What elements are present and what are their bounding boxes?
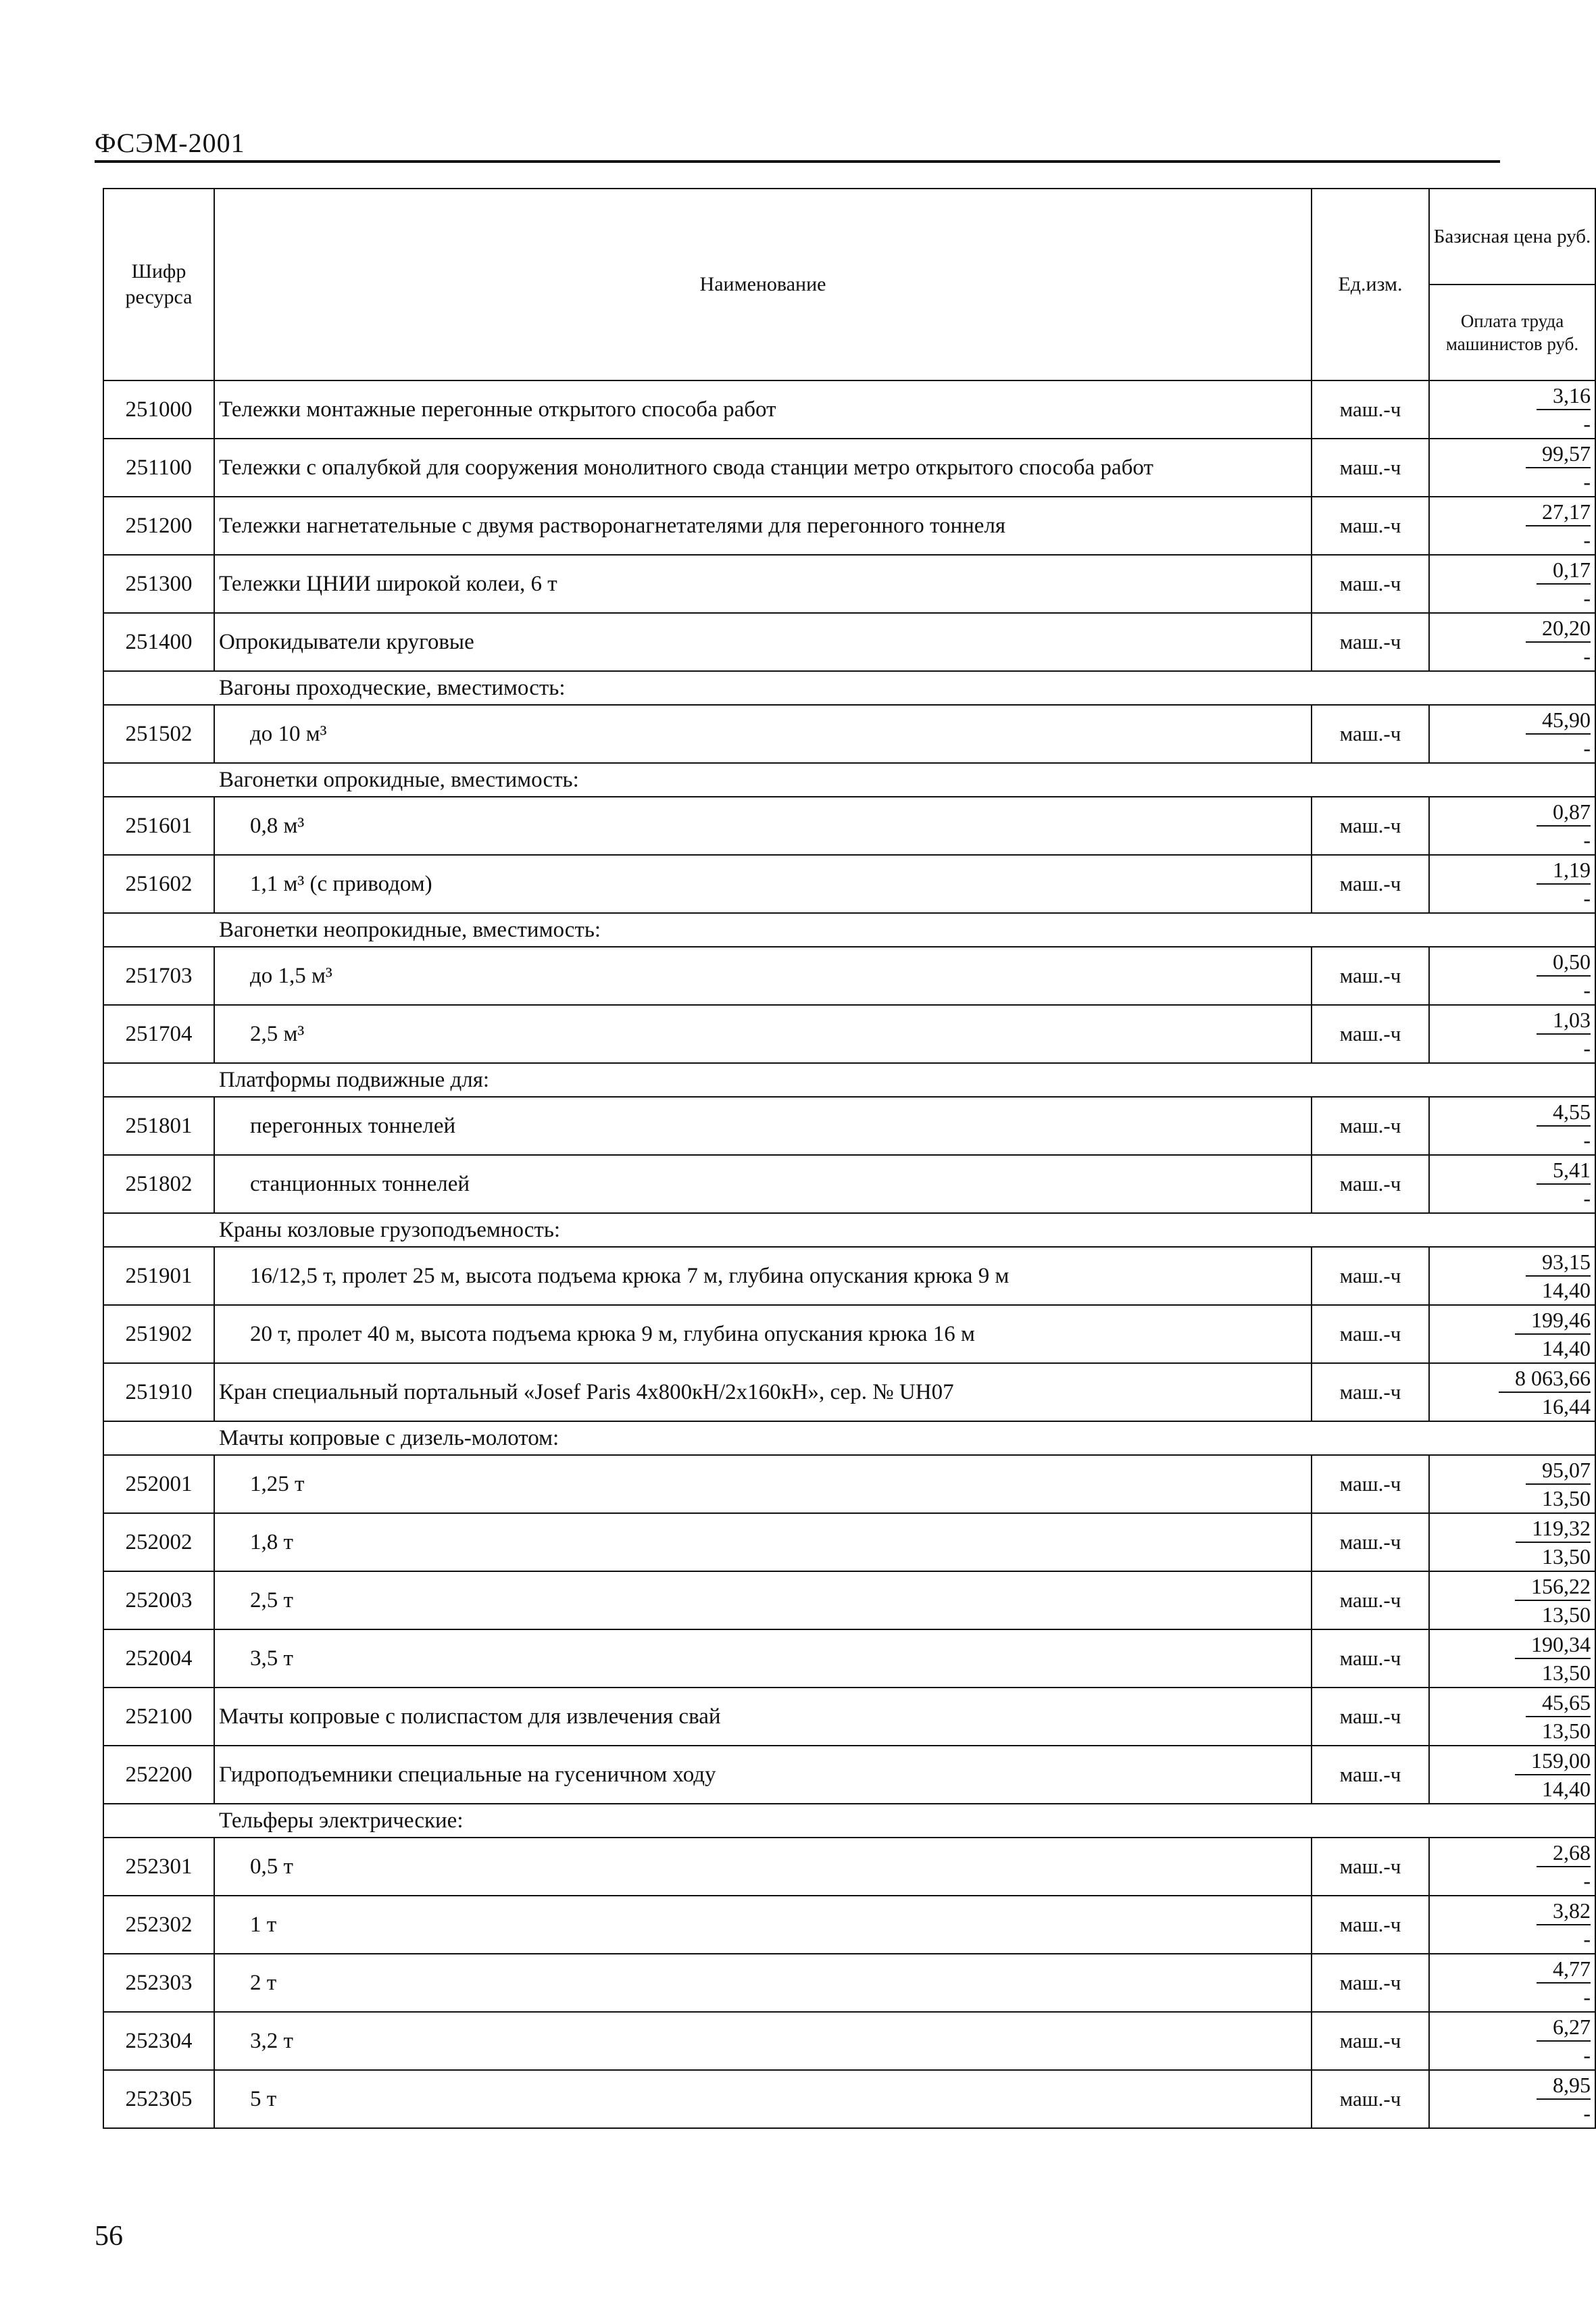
unit-of-measure: маш.-ч: [1312, 439, 1429, 497]
price-cell: [1429, 1305, 1595, 1363]
resource-name: Тележки с опалубкой для сооружения монолитного свода станции метро открытого способа работ: [214, 439, 1312, 497]
group-title: Краны козловые грузоподъемность:: [103, 1213, 1595, 1247]
price-cell: [1429, 855, 1595, 913]
labor-pay: -: [1583, 736, 1591, 760]
resource-name: 20 т, пролет 40 м, высота подъема крюка 9 м, глубина опускания крюка 16 м: [214, 1305, 1312, 1363]
base-price: 20,20: [1526, 614, 1591, 643]
resource-name: 2,5 т: [214, 1571, 1312, 1629]
group-title: Мачты копровые с дизель-молотом:: [103, 1421, 1595, 1455]
document-title: ФСЭМ-2001: [95, 128, 245, 158]
resource-name: 0,5 т: [214, 1838, 1312, 1896]
price-cell: [1429, 1097, 1595, 1155]
table-row: [103, 1896, 1595, 1954]
table-row: [103, 1363, 1595, 1421]
labor-pay: 16,44: [1542, 1394, 1591, 1419]
resource-table: [103, 188, 1596, 2129]
resource-name: 2 т: [214, 1954, 1312, 2012]
resource-name: 16/12,5 т, пролет 25 м, высота подъема крюка 7 м, глубина опускания крюка 9 м: [214, 1247, 1312, 1305]
resource-code: 252303: [103, 1954, 214, 2012]
table-row: [103, 1746, 1595, 1804]
unit-of-measure: маш.-ч: [1312, 497, 1429, 555]
base-price: 95,07: [1526, 1456, 1591, 1485]
labor-pay: 14,40: [1542, 1278, 1591, 1302]
labor-pay: 14,40: [1542, 1777, 1591, 1801]
resource-code: 252302: [103, 1896, 214, 1954]
table-row: [103, 1571, 1595, 1629]
column-header-code: Шифр ресурса: [103, 189, 214, 380]
labor-pay: -: [1583, 828, 1591, 852]
group-title: Платформы подвижные для:: [103, 1063, 1595, 1097]
resource-code: 251300: [103, 555, 214, 613]
resource-code: 252304: [103, 2012, 214, 2070]
labor-pay: -: [1583, 412, 1591, 436]
resource-code: 251704: [103, 1005, 214, 1063]
price-cell: [1429, 1455, 1595, 1513]
labor-pay: 13,50: [1542, 1660, 1591, 1685]
group-title: Вагонетки неопрокидные, вместимость:: [103, 913, 1595, 947]
table-row: [103, 555, 1595, 613]
resource-code: 251601: [103, 797, 214, 855]
column-header-unit: Ед.изм.: [1312, 189, 1429, 380]
resource-name: Кран специальный портальный «Josef Paris 4x800кН/2x160кН», сер. № UH07: [214, 1363, 1312, 1421]
unit-of-measure: маш.-ч: [1312, 1571, 1429, 1629]
group-header-row: [103, 1421, 1595, 1455]
table-row: [103, 1954, 1595, 2012]
group-header-row: [103, 763, 1595, 797]
unit-of-measure: маш.-ч: [1312, 2012, 1429, 2070]
table-row: [103, 613, 1595, 671]
base-price: 3,16: [1537, 382, 1591, 410]
base-price: 8 063,66: [1499, 1364, 1591, 1393]
resource-name: станционных тоннелей: [214, 1155, 1312, 1213]
unit-of-measure: маш.-ч: [1312, 1746, 1429, 1804]
price-cell: [1429, 1005, 1595, 1063]
unit-of-measure: маш.-ч: [1312, 705, 1429, 763]
unit-of-measure: маш.-ч: [1312, 2070, 1429, 2128]
resource-name: Гидроподъемники специальные на гусеничном ходу: [214, 1746, 1312, 1804]
price-cell: [1429, 1688, 1595, 1746]
labor-pay: -: [1583, 2101, 1591, 2125]
unit-of-measure: маш.-ч: [1312, 1838, 1429, 1896]
price-cell: [1429, 555, 1595, 613]
resource-name: 3,2 т: [214, 2012, 1312, 2070]
resource-name: 1,25 т: [214, 1455, 1312, 1513]
resource-name: Мачты копровые с полиспастом для извлечения свай: [214, 1688, 1312, 1746]
table-row: [103, 2012, 1595, 2070]
resource-code: 251100: [103, 439, 214, 497]
table-row: [103, 1247, 1595, 1305]
base-price: 27,17: [1526, 498, 1591, 526]
labor-pay: -: [1583, 1186, 1591, 1210]
base-price: 1,19: [1537, 856, 1591, 885]
base-price: 190,34: [1515, 1631, 1591, 1659]
unit-of-measure: маш.-ч: [1312, 1455, 1429, 1513]
resource-code: 251200: [103, 497, 214, 555]
resource-code: 251910: [103, 1363, 214, 1421]
table-row: [103, 705, 1595, 763]
base-price: 45,65: [1526, 1689, 1591, 1717]
price-cell: [1429, 1629, 1595, 1688]
price-cell: [1429, 1247, 1595, 1305]
resource-code: 252301: [103, 1838, 214, 1896]
resource-name: 2,5 м³: [214, 1005, 1312, 1063]
resource-code: 252004: [103, 1629, 214, 1688]
table-row: [103, 497, 1595, 555]
base-price: 0,50: [1537, 948, 1591, 977]
base-price: 93,15: [1526, 1248, 1591, 1277]
group-header-row: [103, 1063, 1595, 1097]
base-price: 4,77: [1537, 1955, 1591, 1984]
resource-name: Опрокидыватели круговые: [214, 613, 1312, 671]
base-price: 6,27: [1537, 2013, 1591, 2042]
unit-of-measure: маш.-ч: [1312, 1247, 1429, 1305]
unit-of-measure: маш.-ч: [1312, 1155, 1429, 1213]
base-price: 5,41: [1537, 1156, 1591, 1185]
table-row: [103, 439, 1595, 497]
labor-pay: 13,50: [1542, 1602, 1591, 1627]
base-price: 99,57: [1526, 440, 1591, 468]
price-cell: [1429, 2012, 1595, 2070]
resource-name: 1,8 т: [214, 1513, 1312, 1571]
resource-name: Тележки нагнетательные с двумя растворонагнетателями для перегонного тоннеля: [214, 497, 1312, 555]
unit-of-measure: маш.-ч: [1312, 1097, 1429, 1155]
resource-name: до 1,5 м³: [214, 947, 1312, 1005]
labor-pay: 13,50: [1542, 1719, 1591, 1743]
table-row: [103, 1455, 1595, 1513]
price-cell: [1429, 380, 1595, 439]
labor-pay: -: [1583, 644, 1591, 668]
table-row: [103, 1097, 1595, 1155]
table-row: [103, 1513, 1595, 1571]
resource-code: 252001: [103, 1455, 214, 1513]
resource-code: 251703: [103, 947, 214, 1005]
unit-of-measure: маш.-ч: [1312, 1688, 1429, 1746]
price-cell: [1429, 2070, 1595, 2128]
unit-of-measure: маш.-ч: [1312, 1005, 1429, 1063]
unit-of-measure: маш.-ч: [1312, 555, 1429, 613]
unit-of-measure: маш.-ч: [1312, 1305, 1429, 1363]
resource-name: Тележки ЦНИИ широкой колеи, 6 т: [214, 555, 1312, 613]
table-row: [103, 1005, 1595, 1063]
resource-code: 251801: [103, 1097, 214, 1155]
resource-code: 251502: [103, 705, 214, 763]
price-cell: [1429, 439, 1595, 497]
table-row: [103, 1629, 1595, 1688]
unit-of-measure: маш.-ч: [1312, 797, 1429, 855]
labor-pay: -: [1583, 978, 1591, 1002]
labor-pay: -: [1583, 2043, 1591, 2067]
group-header-row: [103, 671, 1595, 705]
unit-of-measure: маш.-ч: [1312, 1513, 1429, 1571]
labor-pay: 13,50: [1542, 1544, 1591, 1569]
column-header-labor-pay: Оплата труда машинистов руб.: [1429, 285, 1595, 380]
resource-name: 3,5 т: [214, 1629, 1312, 1688]
table-body: [103, 380, 1595, 2128]
base-price: 3,82: [1537, 1897, 1591, 1925]
price-cell: [1429, 705, 1595, 763]
group-title: Тельферы электрические:: [103, 1804, 1595, 1838]
header-rule: [95, 160, 1500, 163]
price-cell: [1429, 497, 1595, 555]
labor-pay: -: [1583, 528, 1591, 552]
unit-of-measure: маш.-ч: [1312, 1954, 1429, 2012]
resource-code: 251400: [103, 613, 214, 671]
table-row: [103, 1838, 1595, 1896]
table-row: [103, 1155, 1595, 1213]
base-price: 0,17: [1537, 556, 1591, 585]
base-price: 0,87: [1537, 798, 1591, 827]
table-row: [103, 947, 1595, 1005]
labor-pay: -: [1583, 470, 1591, 494]
base-price: 156,22: [1515, 1573, 1591, 1601]
resource-name: 1 т: [214, 1896, 1312, 1954]
labor-pay: -: [1583, 1036, 1591, 1060]
resource-code: 252200: [103, 1746, 214, 1804]
base-price: 1,03: [1537, 1006, 1591, 1035]
price-cell: [1429, 1838, 1595, 1896]
resource-code: 251000: [103, 380, 214, 439]
labor-pay: -: [1583, 886, 1591, 910]
resource-code: 251901: [103, 1247, 214, 1305]
resource-name: перегонных тоннелей: [214, 1097, 1312, 1155]
unit-of-measure: маш.-ч: [1312, 1629, 1429, 1688]
resource-code: 251902: [103, 1305, 214, 1363]
labor-pay: 13,50: [1542, 1486, 1591, 1510]
price-cell: [1429, 1155, 1595, 1213]
labor-pay: -: [1583, 1927, 1591, 1951]
labor-pay: 14,40: [1542, 1336, 1591, 1360]
table-row: [103, 2070, 1595, 2128]
labor-pay: -: [1583, 586, 1591, 610]
base-price: 4,55: [1537, 1098, 1591, 1127]
labor-pay: -: [1583, 1985, 1591, 2009]
unit-of-measure: маш.-ч: [1312, 1363, 1429, 1421]
column-header-base-price: Базисная цена руб.: [1429, 189, 1595, 285]
base-price: 119,32: [1516, 1515, 1591, 1543]
page-number: 56: [95, 2221, 123, 2252]
resource-code: 251802: [103, 1155, 214, 1213]
group-header-row: [103, 1804, 1595, 1838]
group-title: Вагонетки опрокидные, вместимость:: [103, 763, 1595, 797]
table-row: [103, 797, 1595, 855]
resource-name: Тележки монтажные перегонные открытого способа работ: [214, 380, 1312, 439]
resource-name: 5 т: [214, 2070, 1312, 2128]
resource-name: 0,8 м³: [214, 797, 1312, 855]
unit-of-measure: маш.-ч: [1312, 613, 1429, 671]
resource-code: 252305: [103, 2070, 214, 2128]
table-row: [103, 1688, 1595, 1746]
base-price: 45,90: [1526, 706, 1591, 735]
table-row: [103, 1305, 1595, 1363]
table-row: [103, 380, 1595, 439]
price-cell: [1429, 1513, 1595, 1571]
price-cell: [1429, 1571, 1595, 1629]
column-header-name: Наименование: [214, 189, 1312, 380]
unit-of-measure: маш.-ч: [1312, 855, 1429, 913]
resource-name: 1,1 м³ (с приводом): [214, 855, 1312, 913]
resource-code: 252100: [103, 1688, 214, 1746]
base-price: 199,46: [1515, 1306, 1591, 1335]
price-cell: [1429, 797, 1595, 855]
price-cell: [1429, 1746, 1595, 1804]
group-header-row: [103, 913, 1595, 947]
base-price: 159,00: [1515, 1747, 1591, 1775]
price-cell: [1429, 1954, 1595, 2012]
resource-code: 252003: [103, 1571, 214, 1629]
group-title: Вагоны проходческие, вместимость:: [103, 671, 1595, 705]
unit-of-measure: маш.-ч: [1312, 1896, 1429, 1954]
price-cell: [1429, 613, 1595, 671]
base-price: 8,95: [1537, 2071, 1591, 2100]
labor-pay: -: [1583, 1128, 1591, 1152]
table-row: [103, 855, 1595, 913]
group-header-row: [103, 1213, 1595, 1247]
labor-pay: -: [1583, 1869, 1591, 1893]
resource-name: до 10 м³: [214, 705, 1312, 763]
resource-code: 252002: [103, 1513, 214, 1571]
unit-of-measure: маш.-ч: [1312, 947, 1429, 1005]
price-cell: [1429, 1896, 1595, 1954]
resource-code: 251602: [103, 855, 214, 913]
base-price: 2,68: [1537, 1839, 1591, 1867]
price-cell: [1429, 947, 1595, 1005]
price-cell: [1429, 1363, 1595, 1421]
unit-of-measure: маш.-ч: [1312, 380, 1429, 439]
